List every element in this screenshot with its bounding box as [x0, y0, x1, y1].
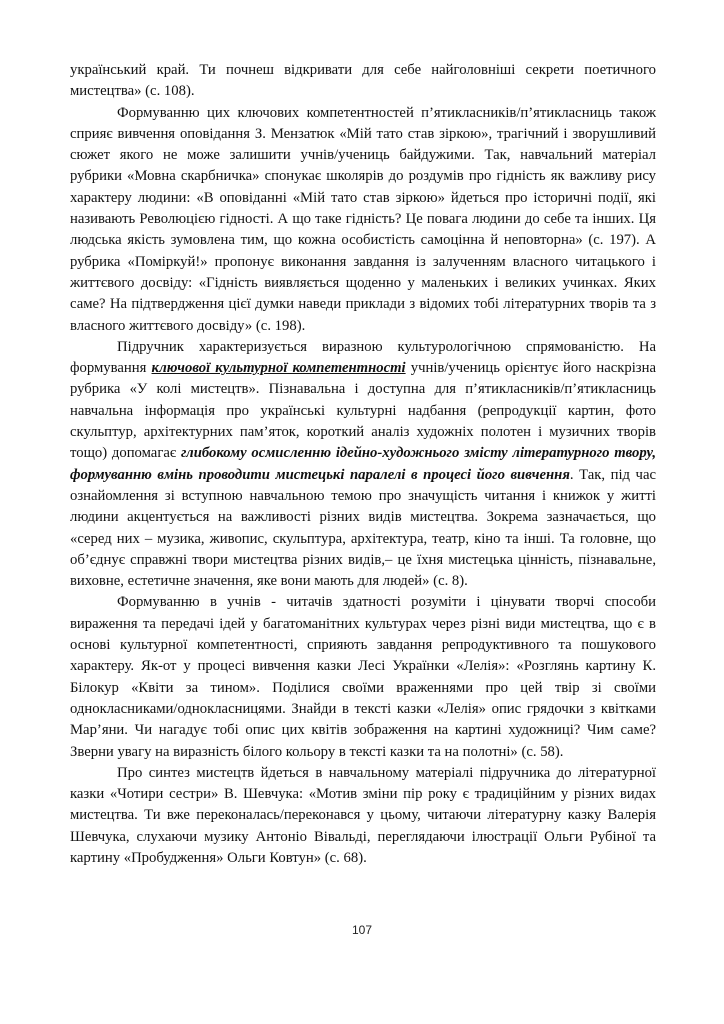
- paragraph-lelia: Формуванню в учнів - читачів здатності розуміти і цінувати творчі способи вираження та передачі ідей у багатоманітних культурах через різні види мистецтва, що є в основі культурної компетентності, сприяють завдання репродуктивного та пошукового характеру. Як-от у процесі вивчення казки Лесі Українки «Лелія»: «Розглянь картину К. Білокур «Квіти за тином». Поділися своїми враженнями про цей твір зі своїми однокласниками/однокласницями. Знайди в тексті казки «Лелія» опис грядочки з квітками Мар’яни. Чи нагадує тобі опис цих квітів зображення на картині художниці? Чим саме? Зверни увагу на виразність білого кольору в тексті казки та на полотні» (с. 58).: [70, 594, 656, 760]
- paragraph-continuation: український край. Ти почнеш відкривати для себе найголовніші секрети поетичного мистецтва» (с. 108).: [70, 62, 656, 100]
- art-parallels-emphasis: глибокому осмисленню ідейно-художнього змісту літературного твору, формуванню вмінь проводити мистецькі паралелі в процесі його вивчення: [70, 445, 656, 483]
- paragraph-zirka: Формуванню цих ключових компетентностей п’ятикласників/п’ятикласниць також сприяє вивчення оповідання З. Мензатюк «Мій тато став зіркою», трагічний і зворушливий сюжет якого не може залишити учнів/учениць байдужими. Так, навчальний матеріал рубрики «Мовна скарбничка» спонукає школярів до роздумів про гідність як важливу рису характеру людини: «В оповіданні «Мій тато став зіркою» йдеться про історичні події, які називають Революцією гідності. А що таке гідність? Це повага людини до себе та інших. Ця людська якість зумовлена тим, що кожна особистість самоцінна й неповторна» (с. 197). А рубрика «Поміркуй!» пропонує виконання завдання із залученням власного читацького і життєвого досвіду: «Гідність виявляється щоденно у маленьких і великих учинках. Яких саме? На підтвердження цієї думки наведи приклади з відомих тобі літературних творів та з власного життєвого досвіду» (с. 198).: [70, 104, 656, 334]
- page-number: 107: [351, 923, 373, 937]
- paragraph-culture-text-e: . Так, під час ознайомлення зі вступною навчальною темою про значущість читання і книжок у житті людини акцентується на важливості різних видів мистецтва. Зокрема зазначається, що «серед них – музика, живопис, скульптура, архітектура, театр, кіно та інші. Та головне, що об’єднує справжні твори мистецтва різних видів,– це їхня мистецька цінність, пізнавальне, виховне, естетичне значення, яке вони мають для людей» (с. 8).: [70, 466, 656, 590]
- paragraph-culture-text-c: учнів/учениць орієнтує його наскрізна рубрика «У колі мистецтв». Пізнавальна і доступна для п’ятикласників/п’ятикласниць навчальна інформація про українські культурні надбання (репродукції картин, фото скульптур, архітектурних пам’яток, короткий аналіз художніх полотен і музичних творів тощо) допомагає: [70, 360, 656, 462]
- paragraph-culture: [70, 337, 656, 593]
- key-competence-emphasis: ключової культурної компетентності: [151, 360, 406, 377]
- paragraph-culture-text-a: Підручник характеризується виразною культурологічною спрямованістю. На формування: [70, 338, 656, 377]
- paragraph-four-sisters: Про синтез мистецтв йдеться в навчальному матеріалі підручника до літературної казки «Чотири сестри» В. Шевчука: «Мотив зміни пір року є традиційним у різних видах мистецтва. Ти вже переконалась/переконався у цьому, читаючи літературну казку Валерія Шевчука, слухаючи музику Антоніо Вівальді, переглядаючи ілюстрації Ольги Рубіної та картину «Пробудження» Ольги Ковтун» (с. 68).: [70, 764, 656, 866]
- document-body: [70, 60, 656, 869]
